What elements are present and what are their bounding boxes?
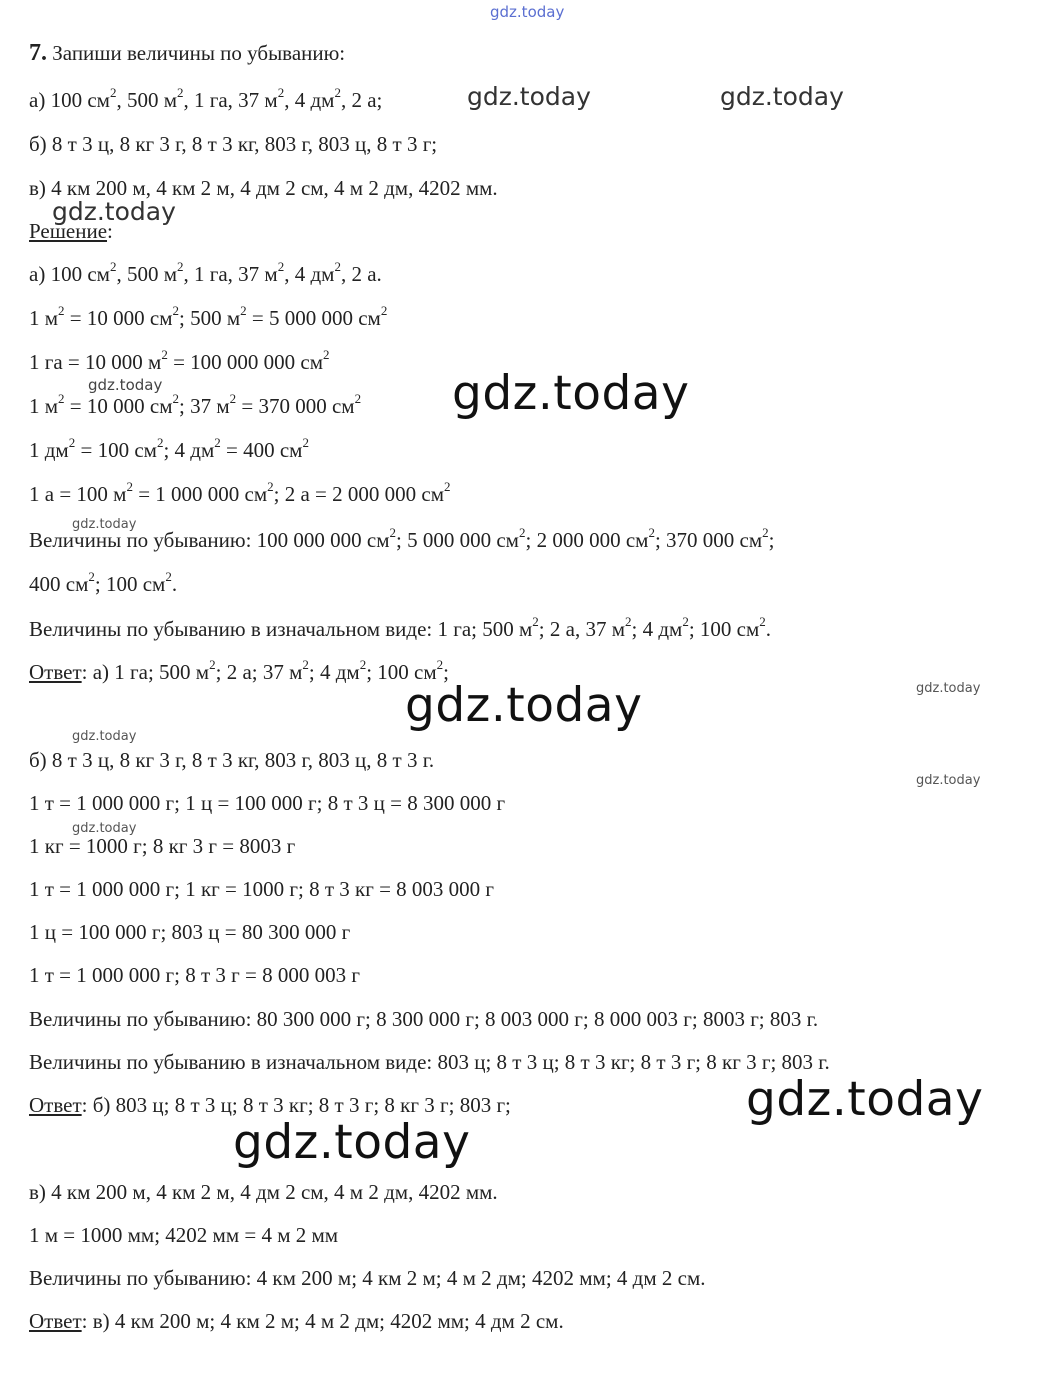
answer-label: Ответ bbox=[29, 660, 82, 684]
part-a-step: 1 а = 100 $м^2 = 1$ 000 000 $см^2$; 2 а = 2 000 000 $см^2$ bbox=[29, 479, 451, 506]
part-b-answer bbox=[29, 1093, 511, 1117]
task-item-c: в) 4 км 200 м, 4 км 2 м, 4 дм 2 см, 4 м 2 дм, 4202 мм. bbox=[29, 176, 498, 200]
watermark: gdz.today bbox=[88, 376, 163, 394]
watermark: gdz.today bbox=[720, 82, 844, 111]
part-b-step: 1 кг = 1000 г; 8 кг 3 г = 8003 г bbox=[29, 834, 296, 858]
solution-label: Решение: bbox=[29, 219, 113, 243]
part-a-restate: а) 100 $см^2$, 500 $м^2$, 1 га, 37 $м^2$, 4 $дм^2$, 2 а. bbox=[29, 259, 382, 286]
watermark: gdz.today bbox=[452, 366, 690, 421]
part-a-step: 1 $м^2 = 10$ 000 $см^2$; 37 $м^2 = 370$ 000 $см^2$ bbox=[29, 391, 362, 418]
task-heading bbox=[29, 41, 345, 65]
watermark: gdz.today bbox=[72, 821, 137, 836]
part-b-original-order: Величины по убыванию в изначальном виде: 803 ц; 8 т 3 ц; 8 т 3 кг; 8 т 3 г; 8 кг 3 г; 803 г. bbox=[29, 1050, 830, 1074]
watermark: gdz.today bbox=[746, 1072, 984, 1127]
watermark: gdz.today bbox=[916, 681, 981, 696]
answer-text: : б) 803 ц; 8 т 3 ц; 8 т 3 кг; 8 т 3 г; 8 кг 3 г; 803 г; bbox=[81, 1093, 511, 1117]
part-a-step: 1 $м^2 = 10$ 000 $см^2$; 500 $м^2 = 5$ 000 000 $см^2$ bbox=[29, 303, 388, 330]
answer-text: : в) 4 км 200 м; 4 км 2 м; 4 м 2 дм; 4202 мм; 4 дм 2 см. bbox=[81, 1309, 564, 1333]
part-b-step: 1 т = 1 000 000 г; 1 кг = 1000 г; 8 т 3 кг = 8 003 000 г bbox=[29, 877, 495, 901]
part-a-original-order: Величины по убыванию в изначальном виде: 1 га; 500 $м^2$; 2 а, 37 $м^2$; 4 $дм^2$; 100 $см^2$. bbox=[29, 614, 772, 641]
part-c-answer bbox=[29, 1309, 564, 1333]
part-a-descending: Величины по убыванию: 100 000 000 $см^2$; 5 000 000 $см^2$; 2 000 000 $см^2$; 370 000 $см^2$; bbox=[29, 525, 775, 552]
part-b-step: 1 ц = 100 000 г; 803 ц = 80 300 000 г bbox=[29, 920, 351, 944]
part-a-answer bbox=[29, 657, 449, 684]
solution-label-text: Решение bbox=[29, 219, 108, 243]
watermark: gdz.today bbox=[72, 729, 137, 744]
part-b-step: 1 т = 1 000 000 г; 8 т 3 г = 8 000 003 г bbox=[29, 963, 360, 987]
answer-text: : а) 1 га; 500 $м^2$; 2 а; 37 $м^2$; 4 $дм^2$; 100 $см^2$; bbox=[81, 657, 449, 684]
task-item-b: б) 8 т 3 ц, 8 кг 3 г, 8 т 3 кг, 803 г, 803 ц, 8 т 3 г; bbox=[29, 132, 438, 156]
answer-label: Ответ bbox=[29, 1309, 82, 1333]
task-item-a: а) 100 $см^2$, 500 $м^2$, 1 га, 37 $м^2$, 4 $дм^2$, 2 а; bbox=[29, 85, 383, 112]
watermark: gdz.today bbox=[916, 773, 981, 788]
part-a-descending-cont: 400 $см^2$; 100 $см^2$. bbox=[29, 569, 178, 596]
watermark: gdz.today bbox=[52, 197, 176, 226]
answer-label: Ответ bbox=[29, 1093, 82, 1117]
part-b-restate: б) 8 т 3 ц, 8 кг 3 г, 8 т 3 кг, 803 г, 803 ц, 8 т 3 г. bbox=[29, 748, 435, 772]
part-b-step: 1 т = 1 000 000 г; 1 ц = 100 000 г; 8 т 3 ц = 8 300 000 г bbox=[29, 791, 506, 815]
watermark: gdz.today bbox=[405, 678, 643, 733]
part-c-descending: Величины по убыванию: 4 км 200 м; 4 км 2 м; 4 м 2 дм; 4202 мм; 4 дм 2 см. bbox=[29, 1266, 706, 1290]
watermark: gdz.today bbox=[233, 1115, 471, 1170]
part-a-step: 1 га = 10 000 $м^2 = 100$ 000 000 $см^2$ bbox=[29, 347, 330, 374]
part-a-step: 1 $дм^2 = 100$ $см^2$; 4 $дм^2 = 400$ $см^2$ bbox=[29, 435, 309, 462]
part-c-step: 1 м = 1000 мм; 4202 мм = 4 м 2 мм bbox=[29, 1223, 339, 1247]
watermark: gdz.today bbox=[467, 82, 591, 111]
part-b-descending: Величины по убыванию: 80 300 000 г; 8 300 000 г; 8 003 000 г; 8 000 003 г; 8003 г; 803 г. bbox=[29, 1007, 819, 1031]
watermark: gdz.today bbox=[72, 517, 137, 532]
task-title: Запиши величины по убыванию: bbox=[52, 41, 346, 65]
watermark-top: gdz.today bbox=[490, 3, 565, 21]
part-c-restate: в) 4 км 200 м, 4 км 2 м, 4 дм 2 см, 4 м 2 дм, 4202 мм. bbox=[29, 1180, 498, 1204]
task-number: 7. bbox=[29, 40, 47, 66]
